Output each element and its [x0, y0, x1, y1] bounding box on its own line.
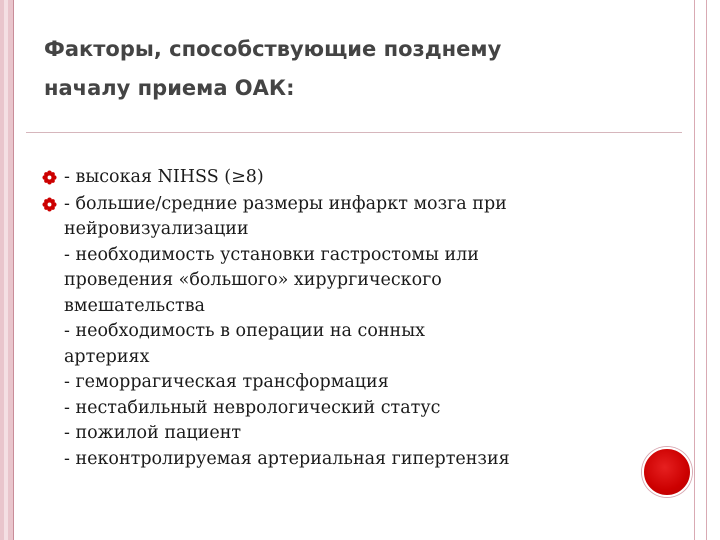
left-decorative-rail — [0, 0, 14, 540]
right-decorative-rail — [684, 0, 720, 540]
red-circle-decoration — [642, 447, 692, 497]
list-item-line: - неконтролируемая артериальная гипертензия — [64, 448, 510, 469]
right-rail-line — [694, 0, 695, 540]
list-item-line: - большие/средние размеры инфаркт мозга при — [64, 193, 507, 214]
bullet-list — [42, 165, 624, 473]
list-item-line: вмешательства — [64, 295, 205, 316]
list-item-line: артериях — [64, 346, 150, 367]
slide-title — [44, 30, 664, 108]
list-item — [42, 192, 624, 473]
title-divider — [26, 132, 682, 133]
list-item-line: - высокая NIHSS (≥8) — [64, 167, 264, 187]
list-item — [42, 165, 624, 191]
gear-flower-bullet-icon — [42, 192, 64, 217]
list-item-text — [64, 192, 624, 473]
list-item-text — [64, 165, 624, 191]
list-item-line: - необходимость установки гастростомы или — [64, 244, 479, 265]
right-rail-line — [706, 0, 707, 540]
list-item-line: - необходимость в операции на сонных — [64, 321, 426, 341]
list-item-line: нейровизуализации — [64, 219, 249, 239]
list-item-line: - пожилой пациент — [64, 423, 242, 443]
list-item-line: проведения «большого» хирургического — [64, 270, 442, 290]
list-item-line: - нестабильный неврологический статус — [64, 397, 441, 418]
slide-card — [26, 0, 682, 540]
slide-title-line: Факторы, способствующие позднему — [44, 37, 502, 61]
gear-flower-bullet-icon — [42, 165, 64, 190]
slide-title-line: началу приема ОАК: — [44, 76, 295, 100]
list-item-line: - геморрагическая трансформация — [64, 372, 389, 392]
